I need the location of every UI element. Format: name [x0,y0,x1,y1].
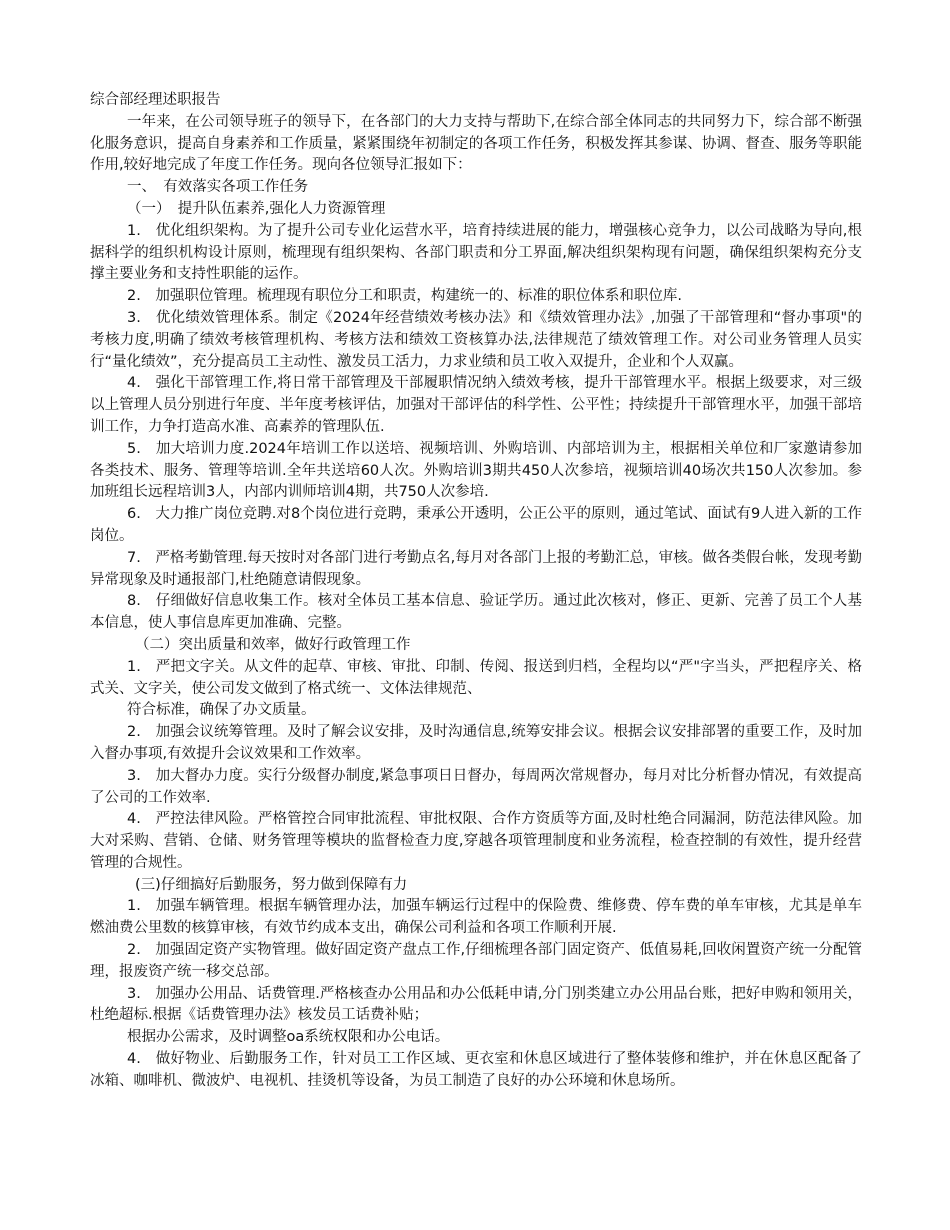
list-item: 6. 大力推广岗位竞聘.对8个岗位进行竞聘，秉承公开透明，公正公平的原则，通过笔试、面试有9人进入新的工作岗位。 [90,506,862,544]
list-item: 2. 加强会议统筹管理。及时了解会议安排，及时沟通信息,统筹安排会议。根据会议安排部署的重要工作，及时加入督办事项,有效提升会议效果和工作效率。 [90,724,862,762]
list-item: 4. 强化干部管理工作,将日常干部管理及干部履职情况纳入绩效考核，提升干部管理水平。根据上级要求，对三级以上管理人员分别进行年度、半年度考核评估，加强对干部评估的科学性、公平性；持续提升干部管理水平，加强干部培训工作，力争打造高水准、高素养的管理队伍. [90,375,862,435]
list-item: 1. 优化组织架构。为了提升公司专业化运营水平，培育持续进展的能力，增强核心竞争力，以公司战略为导向,根据科学的组织机构设计原则，梳理现有组织架构、各部门职责和分工界面,解决组织架构现有问题，确保组织架构充分支撑主要业务和支持性职能的运作。 [90,222,862,283]
list-item: 3. 加大督办力度。实行分级督办制度,紧急事项日日督办，每周两次常规督办，每月对比分析督办情况，有效提高了公司的工作效率. [90,767,862,806]
document-body [90,90,862,1093]
section-heading-1: 一、 有效落实各项工作任务 [127,179,309,196]
list-item: 3. 优化绩效管理体系。制定《2024年经营绩效考核办法》和《绩效管理办法》,加强了干部管理和“督办事项"的考核力度,明确了绩效考核管理机构、考核方法和绩效工资核算办法,法律规范了绩效管理工作。对公司业务管理人员实行“量化绩效”，充分提高员工主动性、激发员工活力，力求业绩和员工收入双提升，企业和个人双赢。 [90,309,862,370]
list-item-continuation: 符合标准，确保了办文质量。 [127,702,316,719]
list-item: 5. 加大培训力度.2024年培训工作以送培、视频培训、外购培训、内部培训为主，根据相关单位和厂家邀请参加各类技术、服务、管理等培训.全年共送培60人次。外购培训3期共450人次参培，视频培训40场次共150人次参加。参加班组长远程培训3人，内部内训师培训4期，共750人次参培. [90,440,862,501]
list-item: 8. 仔细做好信息收集工作。核对全体员工基本信息、验证学历。通过此次核对，修正、更新、完善了员工个人基本信息，使人事信息库更加准确、完整。 [90,593,862,632]
document-title: 综合部经理述职报告 [90,92,221,108]
list-item: 7. 严格考勤管理.每天按时对各部门进行考勤点名,每月对各部门上报的考勤汇总，审核。做各类假台帐，发现考勤异常现象及时通报部门,杜绝随意请假现象。 [90,549,862,588]
list-item-continuation: 根据办公需求，及时调整oa系统权限和办公电话。 [127,1029,450,1046]
list-item: 1. 严把文字关。从文件的起草、审核、审批、印制、传阅、报送到归档，全程均以“严"字当头，严把程序关、格式关、文字关，使公司发文做到了格式统一、文体法律规范、 [90,658,862,697]
subsection-heading-1: （一） 提升队伍素养,强化人力资源管理 [127,200,386,217]
intro-paragraph: 一年来，在公司领导班子的领导下，在各部门的大力支持与帮助下,在综合部全体同志的共同努力下，综合部不断强化服务意识，提高自身素养和工作质量，紧紧围绕年初制定的各项工作任务，积极发挥其参谋、协调、督查、服务等职能作用,较好地完成了年度工作任务。现向各位领导汇报如下： [90,113,862,174]
list-item: 1. 加强车辆管理。根据车辆管理办法，加强车辆运行过程中的保险费、维修费、停车费的单车审核，尤其是单车燃油费公里数的核算审核，有效节约成本支出，确保公司利益和各项工作顺利开展. [90,898,862,937]
list-item: 3. 加强办公用品、话费管理.严格核查办公用品和办公低耗申请,分门别类建立办公用品台账，把好申购和领用关，杜绝超标.根据《话费管理办法》核发员工话费补贴； [90,985,862,1024]
list-item: 2. 加强职位管理。梳理现有职位分工和职责，构建统一的、标准的职位体系和职位库. [127,288,682,305]
subsection-heading-2: （二）突出质量和效率，做好行政管理工作 [135,636,411,653]
list-item: 4. 做好物业、后勤服务工作，针对员工工作区域、更衣室和休息区域进行了整体装修和维护，并在休息区配备了冰箱、咖啡机、微波炉、电视机、挂烫机等设备，为员工制造了良好的办公环境和休息场所。 [90,1051,862,1089]
list-item: 4. 严控法律风险。严格管控合同审批流程、审批权限、合作方资质等方面,及时杜绝合同漏洞，防范法律风险。加大对采购、营销、仓储、财务管理等模块的监督检查力度,穿越各项管理制度和业务流程，检查控制的有效性，提升经营管理的合规性。 [90,811,862,871]
subsection-heading-3: (三)仔细搞好后勤服务，努力做到保障有力 [135,876,408,893]
list-item: 2. 加强固定资产实物管理。做好固定资产盘点工作,仔细梳理各部门固定资产、低值易耗,回收闲置资产统一分配管理，报废资产统一移交总部。 [90,942,862,980]
